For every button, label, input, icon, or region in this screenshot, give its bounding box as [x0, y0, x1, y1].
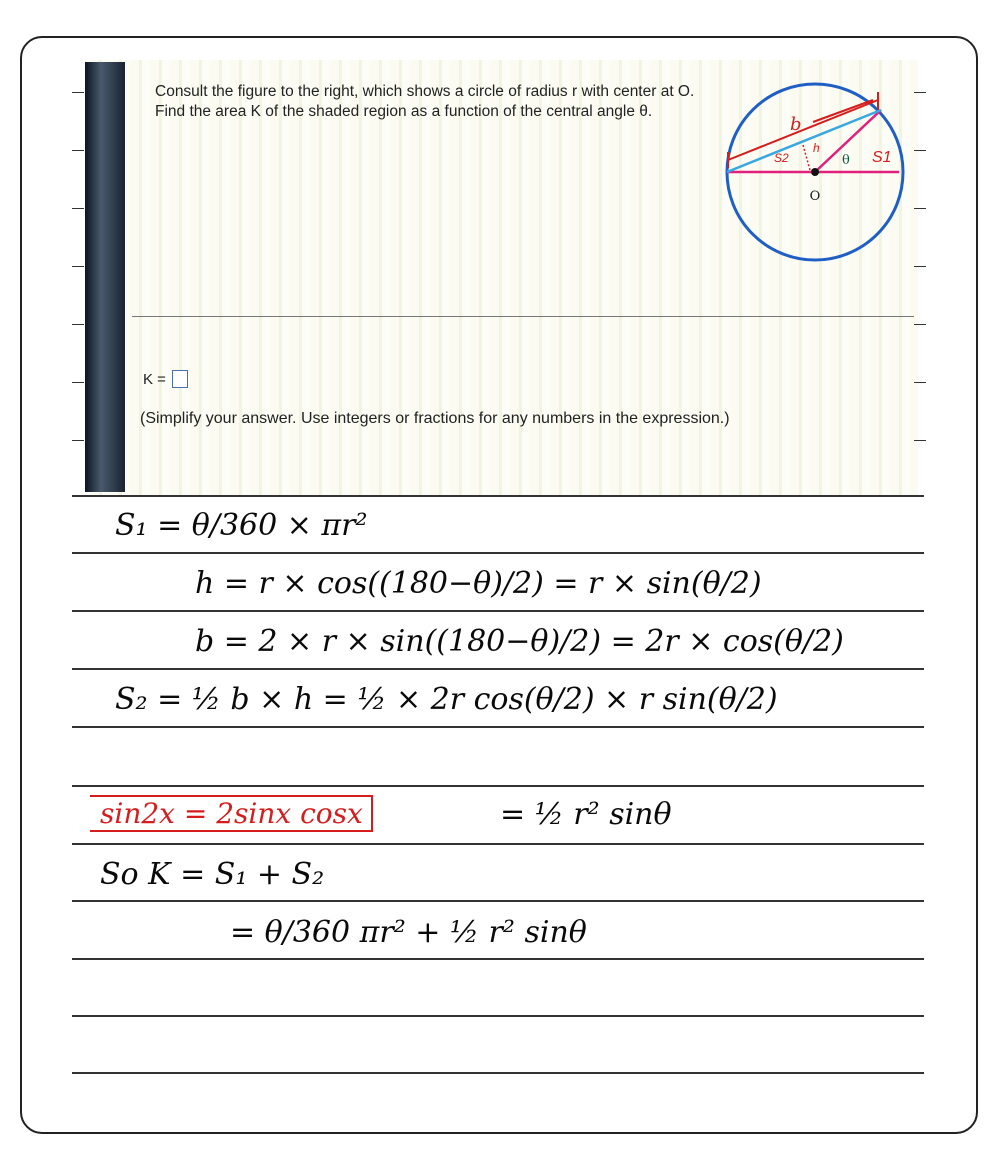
- margin-tick: [72, 92, 84, 93]
- h-label: h: [813, 141, 820, 155]
- solution-line-s2-result: = ½ r² sinθ: [500, 797, 672, 832]
- solution-line-b: b = 2 × r × sin((180−θ)/2) = 2r × cos(θ/2): [195, 624, 844, 659]
- ruled-line: [72, 495, 924, 497]
- question-text: Consult the figure to the right, which shows a circle of radius r with center at O. Find the area K of the shaded region as a function of the central angle θ.: [155, 83, 695, 120]
- s1-label: S1: [872, 149, 892, 166]
- margin-tick: [914, 266, 926, 267]
- b-arrow: [728, 92, 878, 168]
- hint-text: (Simplify your answer. Use integers or fractions for any numbers in the expression.): [140, 410, 730, 427]
- ruled-line: [72, 843, 924, 845]
- margin-tick: [72, 208, 84, 209]
- answer-input[interactable]: [172, 370, 188, 388]
- b-label: b: [790, 114, 802, 135]
- margin-tick: [914, 150, 926, 151]
- notebook-binding: [85, 62, 125, 492]
- ruled-line: [72, 785, 924, 787]
- ruled-line: [72, 668, 924, 670]
- ruled-line: [72, 726, 924, 728]
- solution-line-h: h = r × cos((180−θ)/2) = r × sin(θ/2): [195, 566, 762, 601]
- ruled-line: [72, 900, 924, 902]
- answer-row: [143, 370, 188, 388]
- solution-line-s2: S₂ = ½ b × h = ½ × 2r cos(θ/2) × r sin(θ/2): [115, 682, 778, 717]
- margin-tick: [72, 440, 84, 441]
- divider: [132, 316, 914, 317]
- margin-tick: [72, 382, 84, 383]
- ruled-line: [72, 552, 924, 554]
- solution-line-s1: S₁ = θ/360 × πr²: [115, 508, 368, 543]
- margin-tick: [72, 266, 84, 267]
- margin-tick: [914, 92, 926, 93]
- angle-label: θ: [842, 153, 850, 168]
- margin-tick: [914, 440, 926, 441]
- answer-label: K =: [143, 370, 166, 388]
- ruled-line: [72, 610, 924, 612]
- circle-figure: [718, 82, 918, 267]
- center-label: O: [809, 189, 821, 204]
- margin-tick: [72, 324, 84, 325]
- margin-tick: [914, 208, 926, 209]
- margin-tick: [914, 324, 926, 325]
- chord-b: [727, 110, 881, 172]
- ruled-line: [72, 1072, 924, 1074]
- s2-label: S2: [774, 151, 789, 165]
- margin-tick: [914, 382, 926, 383]
- solution-line-k: So K = S₁ + S₂: [100, 857, 325, 892]
- ruled-line: [72, 958, 924, 960]
- solution-line-k-result: = θ/360 πr² + ½ r² sinθ: [230, 915, 587, 950]
- height-h: [803, 145, 810, 170]
- ruled-line: [72, 1015, 924, 1017]
- center-point: [811, 168, 819, 176]
- margin-tick: [72, 150, 84, 151]
- identity-note: sin2x = 2sinx cosx: [90, 795, 373, 832]
